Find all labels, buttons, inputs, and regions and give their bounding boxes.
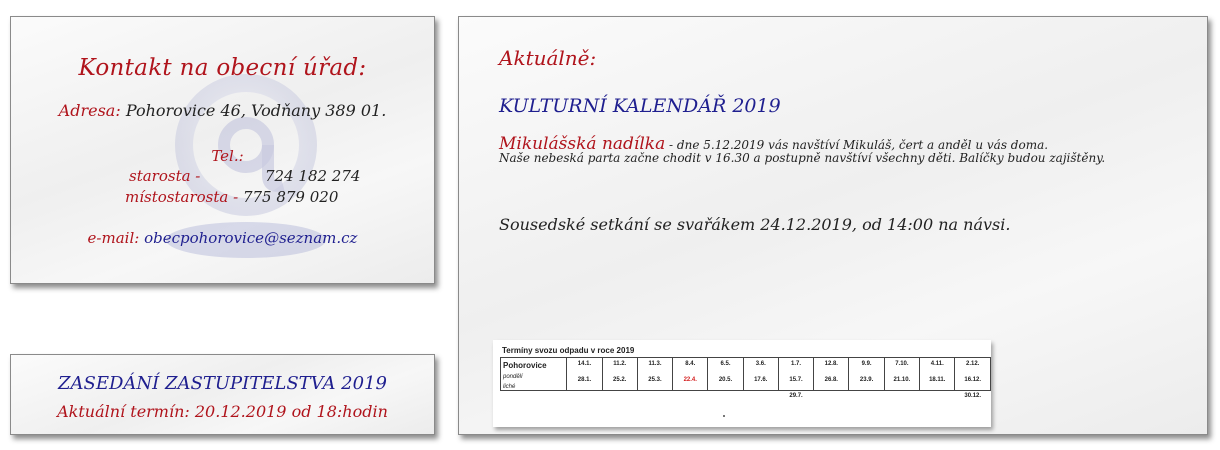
date-value: 11.2. (613, 361, 627, 367)
address-line (11, 101, 434, 120)
table-cell (743, 358, 778, 391)
news-panel (458, 16, 1208, 435)
calendar-title-text: KULTURNÍ KALENDÁŘ 2019 (499, 95, 781, 117)
meeting-term: Aktuální termín: 20.12.2019 od 18:hodin (57, 402, 388, 421)
date-value: 16.12. (964, 377, 982, 383)
table-cell (637, 358, 672, 391)
date-value (849, 393, 883, 400)
mayor-phone: 724 182 274 (265, 167, 361, 185)
waste-schedule-image (493, 340, 991, 427)
date-value: 1.7. (791, 361, 802, 367)
table-cell (849, 358, 884, 391)
table-cell (955, 358, 991, 399)
date-value: 9.9. (861, 361, 872, 367)
waste-schedule-title: Termíny svozu odpadu v roce 2019 (502, 346, 635, 355)
deputy-row (125, 188, 338, 206)
date-value: 3.6. (755, 361, 766, 367)
date-value (708, 393, 742, 400)
place-cell (501, 358, 567, 391)
row-label-odd: liché (503, 384, 516, 390)
date-value: 11.3. (648, 361, 662, 367)
deputy-phone: 775 879 020 (242, 188, 339, 206)
date-value: 17.6. (754, 377, 768, 383)
date-value: 7.10. (895, 361, 909, 367)
date-value: 25.3. (648, 377, 662, 383)
event-name: Mikulášská nadílka (499, 134, 666, 154)
deputy-label: místostarosta - (125, 188, 239, 206)
address-value: Pohorovice 46, Vodňany 389 01. (125, 101, 387, 120)
event-line2: Naše nebeská parta začne chodit v 16.30 a postupně navštíví všechny děti. Balíčky budou zajištěny. (499, 151, 1106, 165)
date-value (567, 393, 601, 400)
address-label: Adresa: (58, 101, 121, 120)
email-link[interactable]: obecpohorovice@seznam.cz (144, 229, 358, 247)
place-name: Pohorovice (503, 361, 547, 370)
table-cell (708, 358, 743, 391)
meeting-title: ZASEDÁNÍ ZASTUPITELSTVA 2019 (58, 373, 387, 394)
date-value: 2.12. (966, 361, 980, 367)
date-value: 4.11. (930, 361, 944, 367)
mayor-label: starosta - (129, 167, 201, 185)
tel-label: Tel.: (211, 147, 244, 165)
date-value: 14.1. (577, 361, 592, 367)
row-label-monday: pondělí (503, 374, 523, 380)
email-label: e-mail: (87, 229, 140, 247)
date-value: 23.9. (859, 377, 874, 383)
date-value: 22.4. (683, 377, 697, 383)
meeting-panel (10, 354, 435, 435)
mayor-row (129, 167, 361, 185)
date-value (885, 393, 919, 400)
calendar-title (499, 95, 781, 117)
date-value (920, 393, 954, 400)
scan-speck (723, 415, 725, 417)
date-value: 12.8. (824, 361, 838, 367)
table-cell (567, 358, 602, 391)
date-value: 6.5. (720, 361, 731, 367)
table-cell (673, 358, 708, 391)
date-value: 8.4. (685, 361, 696, 367)
table-cell (884, 358, 919, 391)
date-value (638, 393, 672, 400)
table-row (501, 358, 991, 391)
table-cell (920, 358, 955, 391)
date-value: 26.8. (824, 377, 838, 383)
table-cell (778, 358, 813, 399)
date-value: 15.7. (789, 377, 803, 383)
event-block (499, 134, 1106, 165)
contact-panel (10, 16, 435, 284)
date-value (603, 393, 637, 400)
date-value: 29.7. (789, 393, 803, 399)
date-value (814, 393, 848, 400)
event-line1: - dne 5.12.2019 vás navštíví Mikuláš, čert a anděl u vás doma. (665, 138, 1049, 152)
email-line (11, 229, 434, 247)
table-cell (814, 358, 849, 391)
meetup-text: Sousedské setkání se svařákem 24.12.2019, od 14:00 na návsi. (499, 215, 1011, 234)
date-value: 30.12. (964, 393, 982, 399)
date-value: 25.2. (613, 377, 627, 383)
table-cell (602, 358, 637, 391)
news-heading: Aktuálně: (499, 46, 597, 70)
waste-schedule-table (500, 357, 991, 399)
date-value: 18.11. (929, 377, 946, 383)
contact-title: Kontakt na obecní úřad: (78, 55, 367, 81)
date-value: 21.10. (893, 377, 911, 383)
date-value: 20.5. (718, 377, 733, 383)
date-value (744, 393, 778, 400)
date-value: 28.1. (577, 377, 592, 383)
date-value (673, 393, 707, 400)
